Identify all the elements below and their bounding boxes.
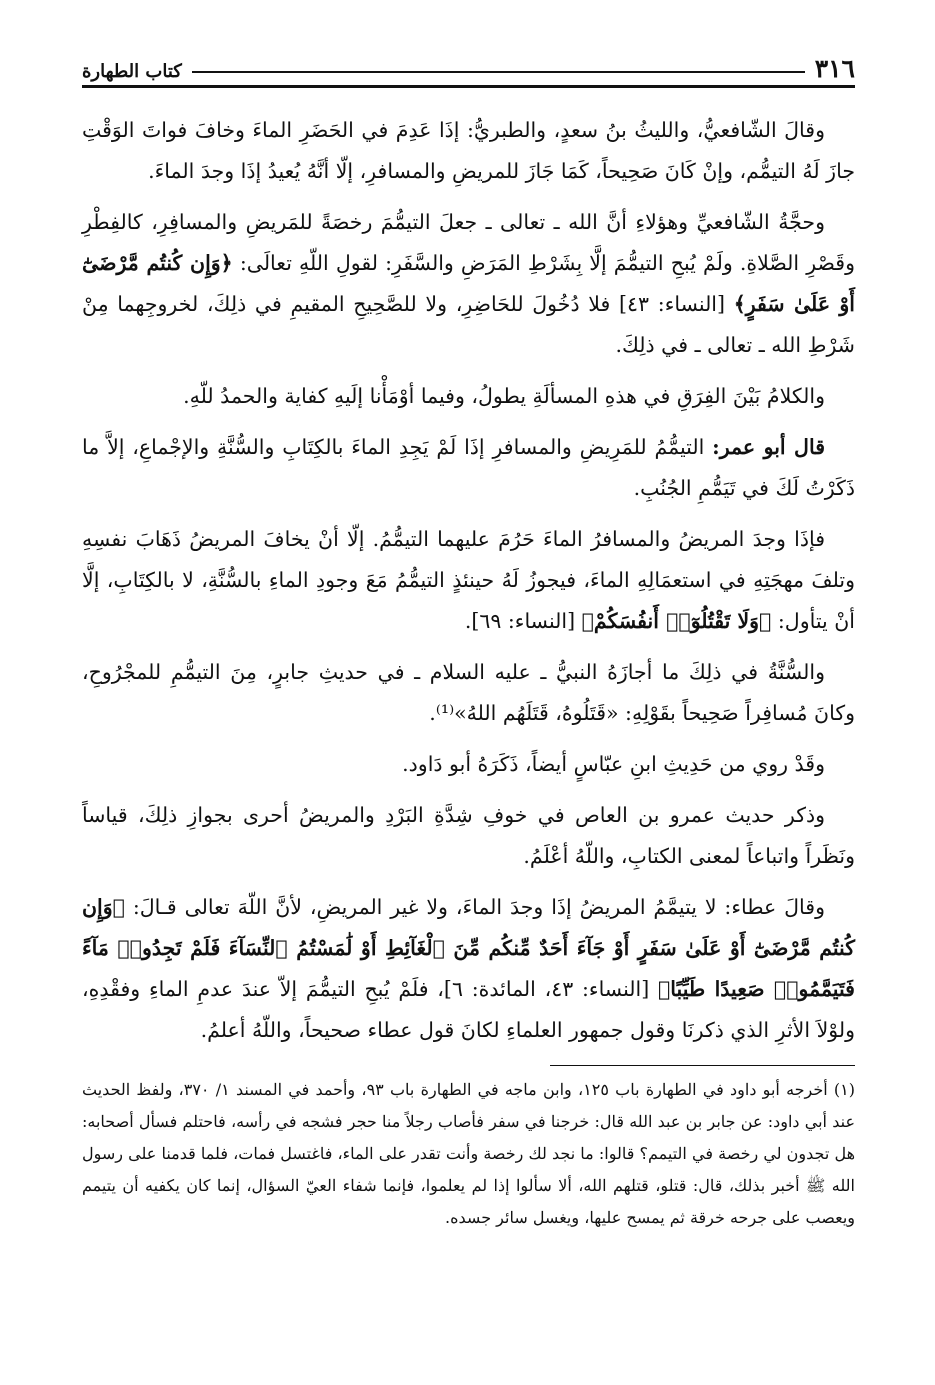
paragraph <box>82 887 855 1051</box>
text-segment: وحجَّةُ الشّافعيِّ وهؤلاءِ أنَّ الله ـ تعالى ـ جعلَ التيمُّمَ رخصَةً للمَريضِ والمسافِرِ، كالفِطْرِ وقَصْرِ الصَّلاةِ. ولَمْ يُبحِ التيمُّمَ إلَّا بِشَرْطِ المَرَضِ والسَّفَرِ: لقولِ اللّهِ تعالَى: <box>82 210 855 275</box>
text-segment: والكلامُ بَيْنَ الفِرَقِ في هذهِ المسألَةِ يطولُ، وفيما أوْمَأْنا إلَيهِ كفاية والحمدُ للّهِ. <box>183 384 825 408</box>
text-segment: فإذَا وجدَ المريضُ والمسافرُ الماءَ حَرُمَ عليهما التيمُّمُ. إلّا أنْ يخافَ المريضُ ذَهَابَ نفسِهِ وتلفَ مهجَتِهِ في استعمَالِهِ الماءَ، فيجوزُ لَهُ حينئذٍ التيمُّمُ مَعَ وجودِ الماءِ بالسُّنَّةِ، لا بالكِتَابِ، إلَّا أنْ يتأول: <box>82 527 855 633</box>
main-text <box>82 110 855 1051</box>
paragraph <box>82 202 855 366</box>
footnote-separator <box>550 1065 855 1066</box>
text-segment: [النساء: ٦٩]. <box>464 609 582 633</box>
paragraph <box>82 652 855 734</box>
paragraph <box>82 744 855 785</box>
running-title: كتاب الطهارة <box>82 61 182 82</box>
text-segment: وقالَ الشّافعيُّ، والليثُ بنُ سعدٍ، والطبريُّ: إذَا عَدِمَ في الحَضَرِ الماءَ وخافَ فواتَ الوَقْتِ جازَ لَهُ التيمُّم، وإنْ كَانَ صَحِيحاً، كَمَا جَازَ للمريضِ والمسافرِ، إلّا أنَّهُ يُعيدُ إذَا وجدَ الماءَ. <box>82 118 855 183</box>
quran-verse: ﴿وَلَا تَقْتُلُوٓا۟ أَنفُسَكُمْ﴾ <box>581 609 772 633</box>
footnote: (١) أخرجه أبو داود في الطهارة باب ١٢٥، وابن ماجه في الطهارة باب ٩٣، وأحمد في المسند ١/ ٣٧٠، ولفظ الحديث عند أبي داود: عن جابر بن عبد الله قال: خرجنا في سفر فأصاب رجلاً منا حجر فشجه في رأسه، فاحتلم فسأل أصحابه: هل تجدون لي رخصة في التيمم؟ قالوا: ما نجد لك رخصة وأنت تقدر على الماء، فاغتسل فمات، فلما قدمنا على رسول الله ﷺ أخبر بذلك، قال: قتلو، قتلهم الله، ألا سألوا إذا لم يعلموا، فإنما شفاء العيّ السؤال، إنما كان يكفيه أن يتيمم ويعصب على جرحه خرقة ثم يمسح عليها، ويغسل سائر جسده. <box>82 1080 856 1227</box>
text-segment: [النساء: ٤٣، المائدة: ٦]، فلَمْ يُبحِ التيمُّمَ إلاّ عندَ عدمِ الماءِ وفقْدِهِ، ولوْلاَ الأثرِ الذي ذكرنَا وقول جمهور العلماءِ لكانَ قول عطاء صحيحاً، واللّهُ أعلمُ. <box>82 977 855 1042</box>
paragraph <box>82 376 855 417</box>
paragraph <box>82 795 855 877</box>
text-segment: وقَدْ روي من حَدِيثِ ابنِ عبّاسٍ أيضاً، ذَكَرَهُ أبو دَاود. <box>402 752 825 776</box>
text-segment: والسُّنَّةُ في ذلِكَ ما أجازَهُ النبيُّ ـ عليه السلام ـ في حديثِ جابرٍ، مِنَ التيمُّمِ للمجْرُوحِ، وكانَ مُسافِراً صَحِيحاً بقَوْلِهِ: «قَتَلُوهُ، قَتَلَهُم اللهُ»⁽¹⁾. <box>82 660 855 725</box>
header-rule <box>192 71 805 73</box>
text-segment: وذكر حديث عمرو بن العاص في خوفِ شِدَّةِ البَرْدِ والمريضُ أحرى بجوازِ ذلِكَ، قياساً ونَظَراً واتباعاً لمعنى الكتابِ، واللّهُ أعْلَمُ. <box>82 803 855 868</box>
quran-verse: ﴿وَإِن كُنتُم مَّرْضَىٰٓ أَوْ عَلَىٰ سَفَرٍ أَوْ جَآءَ أَحَدٌ مِّنكُم مِّنَ ٱلْغَآئِطِ أَوْ لَٰمَسْتُمُ ٱلنِّسَآءَ فَلَمْ تَجِدُوا۟ مَآءً فَتَيَمَّمُوا۟ صَعِيدًا طَيِّبًا﴾ <box>82 895 855 1001</box>
page-header <box>82 48 855 88</box>
text-segment: وقالَ عطاء: لا يتيمَّمُ المريضُ إذَا وجدَ الماءَ، ولا غير المريضِ، لأنَّ اللّهَ تعالى قـالَ: <box>124 895 825 919</box>
page-number: ٣١٦ <box>814 54 855 83</box>
paragraph <box>82 110 855 192</box>
paragraph-lead: قال أبو عمر: <box>712 435 825 459</box>
paragraph <box>82 519 855 642</box>
paragraph <box>82 427 855 509</box>
text-segment: [النساء: ٤٣] فلا دُخُولَ للحَاضِرِ، ولا للصَّحِيحِ المقيمِ في ذلِكَ، لخروجِهما مِنْ شَرْطِ الله ـ تعالى ـ في ذلِكَ. <box>82 292 855 357</box>
quran-verse: ﴿وَإِن كُنتُم مَّرْضَىٰٓ أَوْ عَلَىٰ سَفَرٍ﴾ <box>82 251 855 316</box>
text-segment: التيمُّمُ للمَرِيضِ والمسافرِ إذَا لَمْ يَجِدِ الماءَ بالكِتَابِ والسُّنَّةِ والإجْماعِ، إلاَّ ما ذَكَرْتُ لَكَ في تَيَمُّمِ الجُنُبِ. <box>82 435 855 500</box>
